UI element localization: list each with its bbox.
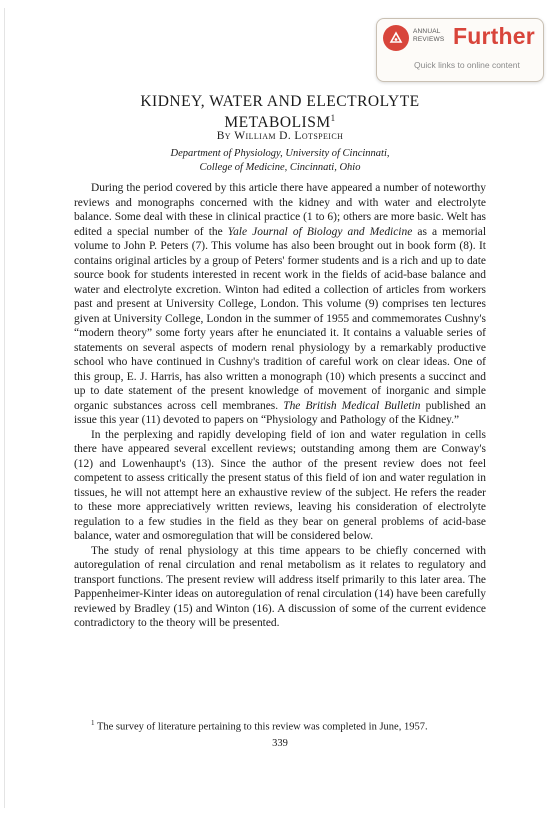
paragraph-text: as a memorial volume to John P. Peters (7). This volume has also been brought out in book form (8). It contains original articles by a group of Peters' former students and is a rich and up to date source book for students interested in recent work in the fields of acid-base balance and water and electrolyte excretion. Winton had edited a collection of articles from workers past and present at University College, London. This volume (9) comprises ten lectures given at University College, London in the summer of 1955 and commemorates Cushny's “modern theory” some forty years after he enunciated it. It contains a valuable series of statements on several aspects of modern renal physiology by a remarkably productive school who have continued in Cushny's tradition of careful work on clear ideas. One of this group, E. J. Harris, has also written a monograph (10) which presents a succinct and up to date statement of the present knowledge of movement of inorganic and simple organic substances across cell membranes. xyxy=(74,225,487,412)
annual-reviews-wordmark: ANNUAL REVIEWS xyxy=(413,28,445,43)
author-name: William D. Lotspeich xyxy=(234,130,344,142)
title-footnote-mark: 1 xyxy=(330,113,336,123)
paragraph-text: The study of renal physiology at this time appears to be chiefly concerned with autoregulation of renal circulation and renal metabolism as it relates to regulatory and transport functions. The present review will address itself primarily to this later area. The Pappenheimer-Kinter ideas on autoregulation of renal circulation (14) have been carefully reviewed by Bradley (15) and Winton (16). A discussion of some of the current evidence contradictory to the theory will be presented. xyxy=(74,544,486,629)
body-paragraph xyxy=(74,544,486,631)
paragraph-text: published an issue this year (11) devoted to papers on “Physiology and Pathology of the Kidney.” xyxy=(74,399,486,426)
quick-links-label: Quick links to online content xyxy=(414,60,520,70)
further-label: Further xyxy=(453,23,535,49)
italic-title: Yale Journal of Biology and Medicine xyxy=(227,225,413,238)
body-paragraph xyxy=(74,428,486,544)
footnote: $^1$ The survey of literature pertaining to this review was completed in June, 1957. xyxy=(91,719,428,733)
footnote-mark: 1 xyxy=(91,719,95,727)
annual-reviews-logo-icon xyxy=(383,25,409,51)
author-line: By William D. Lotspeich xyxy=(216,130,344,142)
body-paragraph xyxy=(74,181,486,428)
affiliation: Department of Physiology, University of Cincinnati, College of Medicine, Cincinnati, Ohio xyxy=(170,148,390,173)
article-title: KIDNEY, WATER AND ELECTROLYTE METABOLISM$^1$ xyxy=(140,93,420,132)
annual-reviews-further-badge[interactable] xyxy=(376,18,544,82)
page-number: 339 xyxy=(272,738,288,749)
paragraph-text: In the perplexing and rapidly developing field of ion and water regulation in cells there have appeared several excellent reviews; outstanding among them are Conway's (12) and Lowenhaupt's (13). Since the author of the present review does not feel competent to assess critically the present status of this field of ion and water regulation in tissues, he will not attempt here an exhaustive review of the subject. He refers the reader to these more appreciatively written reviews, leaving his consideration of electrolyte regulation to a few studies in the field as they bear on general problems of acid-base balance, water and osmoregulation that will be considered below. xyxy=(74,428,486,542)
italic-title: The British Medical Bulletin xyxy=(283,399,421,412)
paragraph-text: During the period covered by this article there have appeared a number of noteworthy reviews and monographs concerned with the kidney and with water and electrolyte balance. Some deal with these in clinical practice (1 to 6); others are more basic. Welt has edited a special number of the xyxy=(74,182,486,238)
article-body xyxy=(74,181,486,631)
